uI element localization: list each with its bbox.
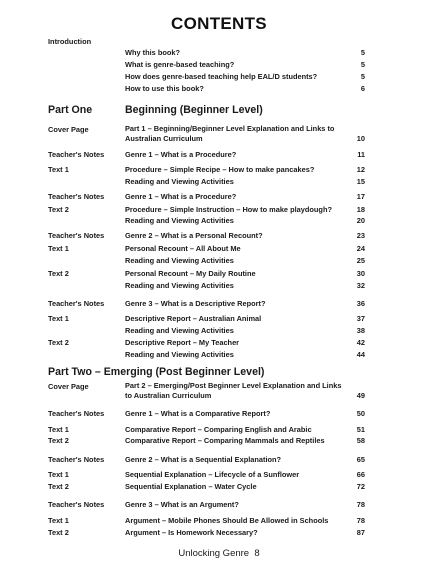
toc-entry[interactable] [0, 243, 438, 254]
toc-entry-label: Teacher's Notes [48, 299, 105, 308]
toc-entry-page: 32 [356, 281, 365, 290]
part-one-title: Beginning (Beginner Level) [125, 104, 263, 116]
toc-entry[interactable] [0, 83, 438, 94]
toc-entry-page: 87 [356, 528, 365, 537]
toc-entry-label: Text 1 [48, 516, 69, 525]
toc-entry-text: Personal Recount – My Daily Routine [125, 269, 256, 278]
toc-entry-page: 66 [356, 470, 365, 479]
toc-entry[interactable] [0, 204, 438, 215]
page-footer [0, 548, 438, 559]
toc-entry-text: Argument – Is Homework Necessary? [125, 528, 258, 537]
toc-entry-page: 10 [356, 134, 365, 143]
toc-entry-text: What is genre-based teaching? [125, 60, 235, 69]
toc-entry-page: 78 [356, 500, 365, 509]
toc-entry[interactable] [0, 268, 438, 279]
toc-entry-text: Part 1 – Beginning/Beginner Level Explanation and Links to Australian Curriculum [125, 124, 335, 143]
toc-entry-label: Teacher's Notes [48, 150, 105, 159]
part-one-label: Part One [48, 104, 93, 116]
toc-entry-page: 18 [356, 205, 365, 214]
toc-entry-page: 65 [356, 455, 365, 464]
toc-entry-page: 50 [356, 409, 365, 418]
toc-entry-label: Cover Page [48, 382, 89, 391]
footer-page-number: 8 [254, 548, 260, 559]
toc-entry[interactable] [0, 515, 438, 526]
toc-entry-label: Text 2 [48, 528, 69, 537]
toc-entry-page: 78 [356, 516, 365, 525]
toc-entry-page: 24 [356, 244, 365, 253]
toc-entry-text: Reading and Viewing Activities [125, 256, 234, 265]
toc-entry[interactable] [0, 435, 438, 446]
toc-entry-text: Procedure – Simple Recipe – How to make pancakes? [125, 165, 315, 174]
toc-entry-label: Text 1 [48, 314, 69, 323]
part-one-heading [0, 103, 438, 117]
toc-entry-page: 12 [356, 165, 365, 174]
toc-entry[interactable] [0, 215, 438, 226]
toc-entry[interactable] [0, 298, 438, 309]
toc-entry-text: Genre 3 – What is an Argument? [125, 500, 239, 509]
toc-entry-label: Text 2 [48, 338, 69, 347]
toc-entry-text: Sequential Explanation – Lifecycle of a Sunflower [125, 470, 300, 479]
toc-entry-text: Reading and Viewing Activities [125, 326, 234, 335]
toc-entry-text: Descriptive Report – Australian Animal [125, 314, 262, 323]
toc-entry-text: Descriptive Report – My Teacher [125, 338, 240, 347]
toc-entry-page: 25 [356, 256, 365, 265]
toc-entry[interactable] [0, 71, 438, 82]
toc-entry-text: Reading and Viewing Activities [125, 177, 234, 186]
toc-entry-text: Genre 2 – What is a Sequential Explanation? [125, 455, 282, 464]
toc-entry[interactable] [0, 424, 438, 435]
toc-entry[interactable] [0, 408, 438, 419]
toc-entry-label: Text 2 [48, 205, 69, 214]
toc-entry[interactable] [0, 481, 438, 492]
toc-entry-page: 23 [356, 231, 365, 240]
toc-entry-text: How does genre-based teaching help EAL/D students? [125, 72, 318, 81]
toc-entry-page: 58 [356, 436, 365, 445]
toc-entry-text: Genre 1 – What is a Procedure? [125, 192, 237, 201]
toc-entry-page: 38 [356, 326, 365, 335]
toc-entry[interactable] [0, 176, 438, 187]
toc-entry-text: Procedure – Simple Instruction – How to make playdough? [125, 205, 332, 214]
intro-heading-row [0, 36, 438, 47]
toc-entry[interactable] [0, 149, 438, 160]
toc-entry[interactable] [0, 499, 438, 510]
toc-entry[interactable] [0, 191, 438, 202]
toc-entry[interactable] [0, 313, 438, 324]
toc-entry-page: 6 [360, 84, 365, 93]
toc-entry-page: 37 [356, 314, 365, 323]
toc-entry-page: 15 [356, 177, 365, 186]
toc-entry-page: 5 [360, 60, 365, 69]
toc-entry[interactable] [0, 124, 438, 144]
toc-entry-label: Text 1 [48, 165, 69, 174]
toc-entry[interactable] [0, 255, 438, 266]
toc-entry-label: Text 1 [48, 425, 69, 434]
toc-entry-text: Argument – Mobile Phones Should Be Allowed in Schools [125, 516, 329, 525]
intro-label: Introduction [48, 37, 92, 46]
toc-entry-label: Teacher's Notes [48, 455, 105, 464]
toc-entry-page: 49 [356, 391, 365, 400]
toc-entry-page: 5 [360, 72, 365, 81]
toc-entry-label: Text 2 [48, 269, 69, 278]
toc-entry-text: Genre 3 – What is a Descriptive Report? [125, 299, 266, 308]
toc-entry-page: 72 [356, 482, 365, 491]
toc-entry-text: Sequential Explanation – Water Cycle [125, 482, 257, 491]
toc-entry[interactable] [0, 469, 438, 480]
toc-entry-text: Part 2 – Emerging/Post Beginner Level Explanation and Links to Australian Curriculum [125, 381, 342, 400]
toc-entry-page: 17 [356, 192, 365, 201]
page-title: CONTENTS [171, 14, 267, 33]
toc-entry-text: Reading and Viewing Activities [125, 281, 234, 290]
part-two-heading [0, 365, 438, 379]
part-two-title: Part Two – Emerging (Post Beginner Level) [48, 366, 265, 378]
toc-entry[interactable] [0, 454, 438, 465]
toc-entry-text: Comparative Report – Comparing Mammals and Reptiles [125, 436, 325, 445]
toc-entry-label: Cover Page [48, 125, 89, 134]
toc-entry-text: Genre 2 – What is a Personal Recount? [125, 231, 263, 240]
toc-entry[interactable] [0, 337, 438, 348]
toc-entry[interactable] [0, 325, 438, 336]
toc-entry-page: 51 [356, 425, 365, 434]
toc-entry-text: Genre 1 – What is a Comparative Report? [125, 409, 271, 418]
toc-entry-page: 36 [356, 299, 365, 308]
toc-entry[interactable] [0, 527, 438, 538]
toc-entry[interactable] [0, 59, 438, 70]
toc-entry-page: 5 [360, 48, 365, 57]
toc-entry-label: Text 2 [48, 482, 69, 491]
toc-entry[interactable] [0, 381, 438, 401]
toc-entry-label: Text 1 [48, 244, 69, 253]
toc-entry[interactable] [0, 230, 438, 241]
toc-entry-label: Teacher's Notes [48, 231, 105, 240]
toc-entry-text: Comparative Report – Comparing English and Arabic [125, 425, 312, 434]
toc-entry-label: Teacher's Notes [48, 192, 105, 201]
toc-entry-text: Reading and Viewing Activities [125, 216, 234, 225]
toc-entry[interactable] [0, 47, 438, 58]
toc-entry-label: Text 2 [48, 436, 69, 445]
toc-entry-label: Text 1 [48, 470, 69, 479]
toc-entry-page: 30 [356, 269, 365, 278]
toc-entry-text: How to use this book? [125, 84, 204, 93]
toc-entry-page: 42 [356, 338, 365, 347]
toc-entry-label: Teacher's Notes [48, 409, 105, 418]
toc-entry[interactable] [0, 280, 438, 291]
toc-entry-page: 20 [356, 216, 365, 225]
toc-entry[interactable] [0, 349, 438, 360]
toc-entry-page: 11 [357, 150, 365, 159]
toc-entry-label: Teacher's Notes [48, 500, 105, 509]
toc-entry-text: Reading and Viewing Activities [125, 350, 234, 359]
toc-entry-text: Personal Recount – All About Me [125, 244, 241, 253]
footer-book-title: Unlocking Genre [178, 548, 250, 559]
toc-entry[interactable] [0, 164, 438, 175]
toc-entry-text: Why this book? [125, 48, 181, 57]
toc-entry-page: 44 [356, 350, 365, 359]
toc-entry-text: Genre 1 – What is a Procedure? [125, 150, 237, 159]
